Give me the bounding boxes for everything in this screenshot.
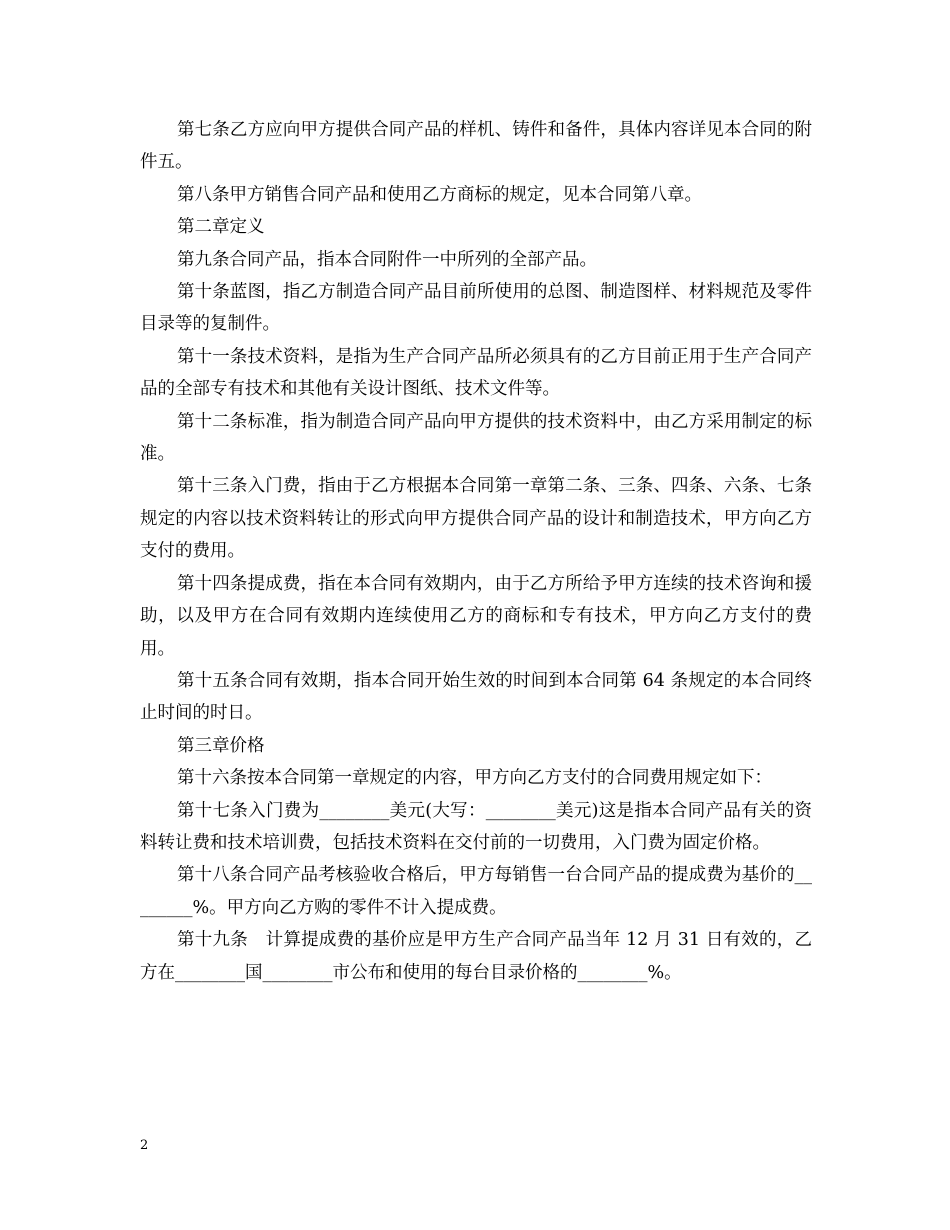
chapter-heading-2: 第二章定义 (177, 217, 265, 238)
document-body (140, 114, 812, 989)
paragraph-article-15: 第十五条合同有效期，指本合同开始生效的时间到本合同第 64 条规定的本合同终止时间的时日。 (140, 670, 812, 724)
paragraph-article-11: 第十一条技术资料，是指为生产合同产品所必须具有的乙方目前正用于生产合同产品的全部专有技术和其他有关设计图纸、技术文件等。 (140, 346, 812, 400)
paragraph-article-9: 第九条合同产品，指本合同附件一中所列的全部产品。 (177, 249, 597, 270)
chapter-heading-3: 第三章价格 (177, 735, 265, 756)
paragraph-article-19: 第十九条 计算提成费的基价应是甲方生产合同产品当年 12 月 31 日有效的，乙方在________国________市公布和使用的每台目录价格的________%。 (140, 930, 812, 983)
paragraph-article-13: 第十三条入门费，指由于乙方根据本合同第一章第二条、三条、四条、六条、七条规定的内容以技术资料转让的形式向甲方提供合同产品的设计和制造技术，甲方向乙方支付的费用。 (140, 476, 812, 562)
paragraph-article-14: 第十四条提成费，指在本合同有效期内，由于乙方所给予甲方连续的技术咨询和援助，以及甲方在合同有效期内连续使用乙方的商标和专有技术，甲方向乙方支付的费用。 (140, 573, 812, 659)
paragraph-article-18: 第十八条合同产品考核验收合格后，甲方每销售一台合同产品的提成费为基价的________%。甲方向乙方购的零件不计入提成费。 (140, 865, 812, 918)
paragraph-article-7: 第七条乙方应向甲方提供合同产品的样机、铸件和备件，具体内容详见本合同的附件五。 (140, 120, 812, 173)
paragraph-article-10: 第十条蓝图，指乙方制造合同产品目前所使用的总图、制造图样、材料规范及零件目录等的复制件。 (140, 282, 812, 335)
paragraph-article-17: 第十七条入门费为________美元(大写：________美元)这是指本合同产品有关的资料转让费和技术培训费，包括技术资料在交付前的一切费用，入门费为固定价格。 (140, 800, 812, 853)
paragraph-article-12: 第十二条标准，指为制造合同产品向甲方提供的技术资料中，由乙方采用制定的标准。 (140, 411, 812, 465)
paragraph-article-16: 第十六条按本合同第一章规定的内容，甲方向乙方支付的合同费用规定如下： (177, 768, 772, 789)
paragraph-article-8: 第八条甲方销售合同产品和使用乙方商标的规定，见本合同第八章。 (177, 184, 702, 205)
page-number: 2 (140, 1138, 149, 1153)
